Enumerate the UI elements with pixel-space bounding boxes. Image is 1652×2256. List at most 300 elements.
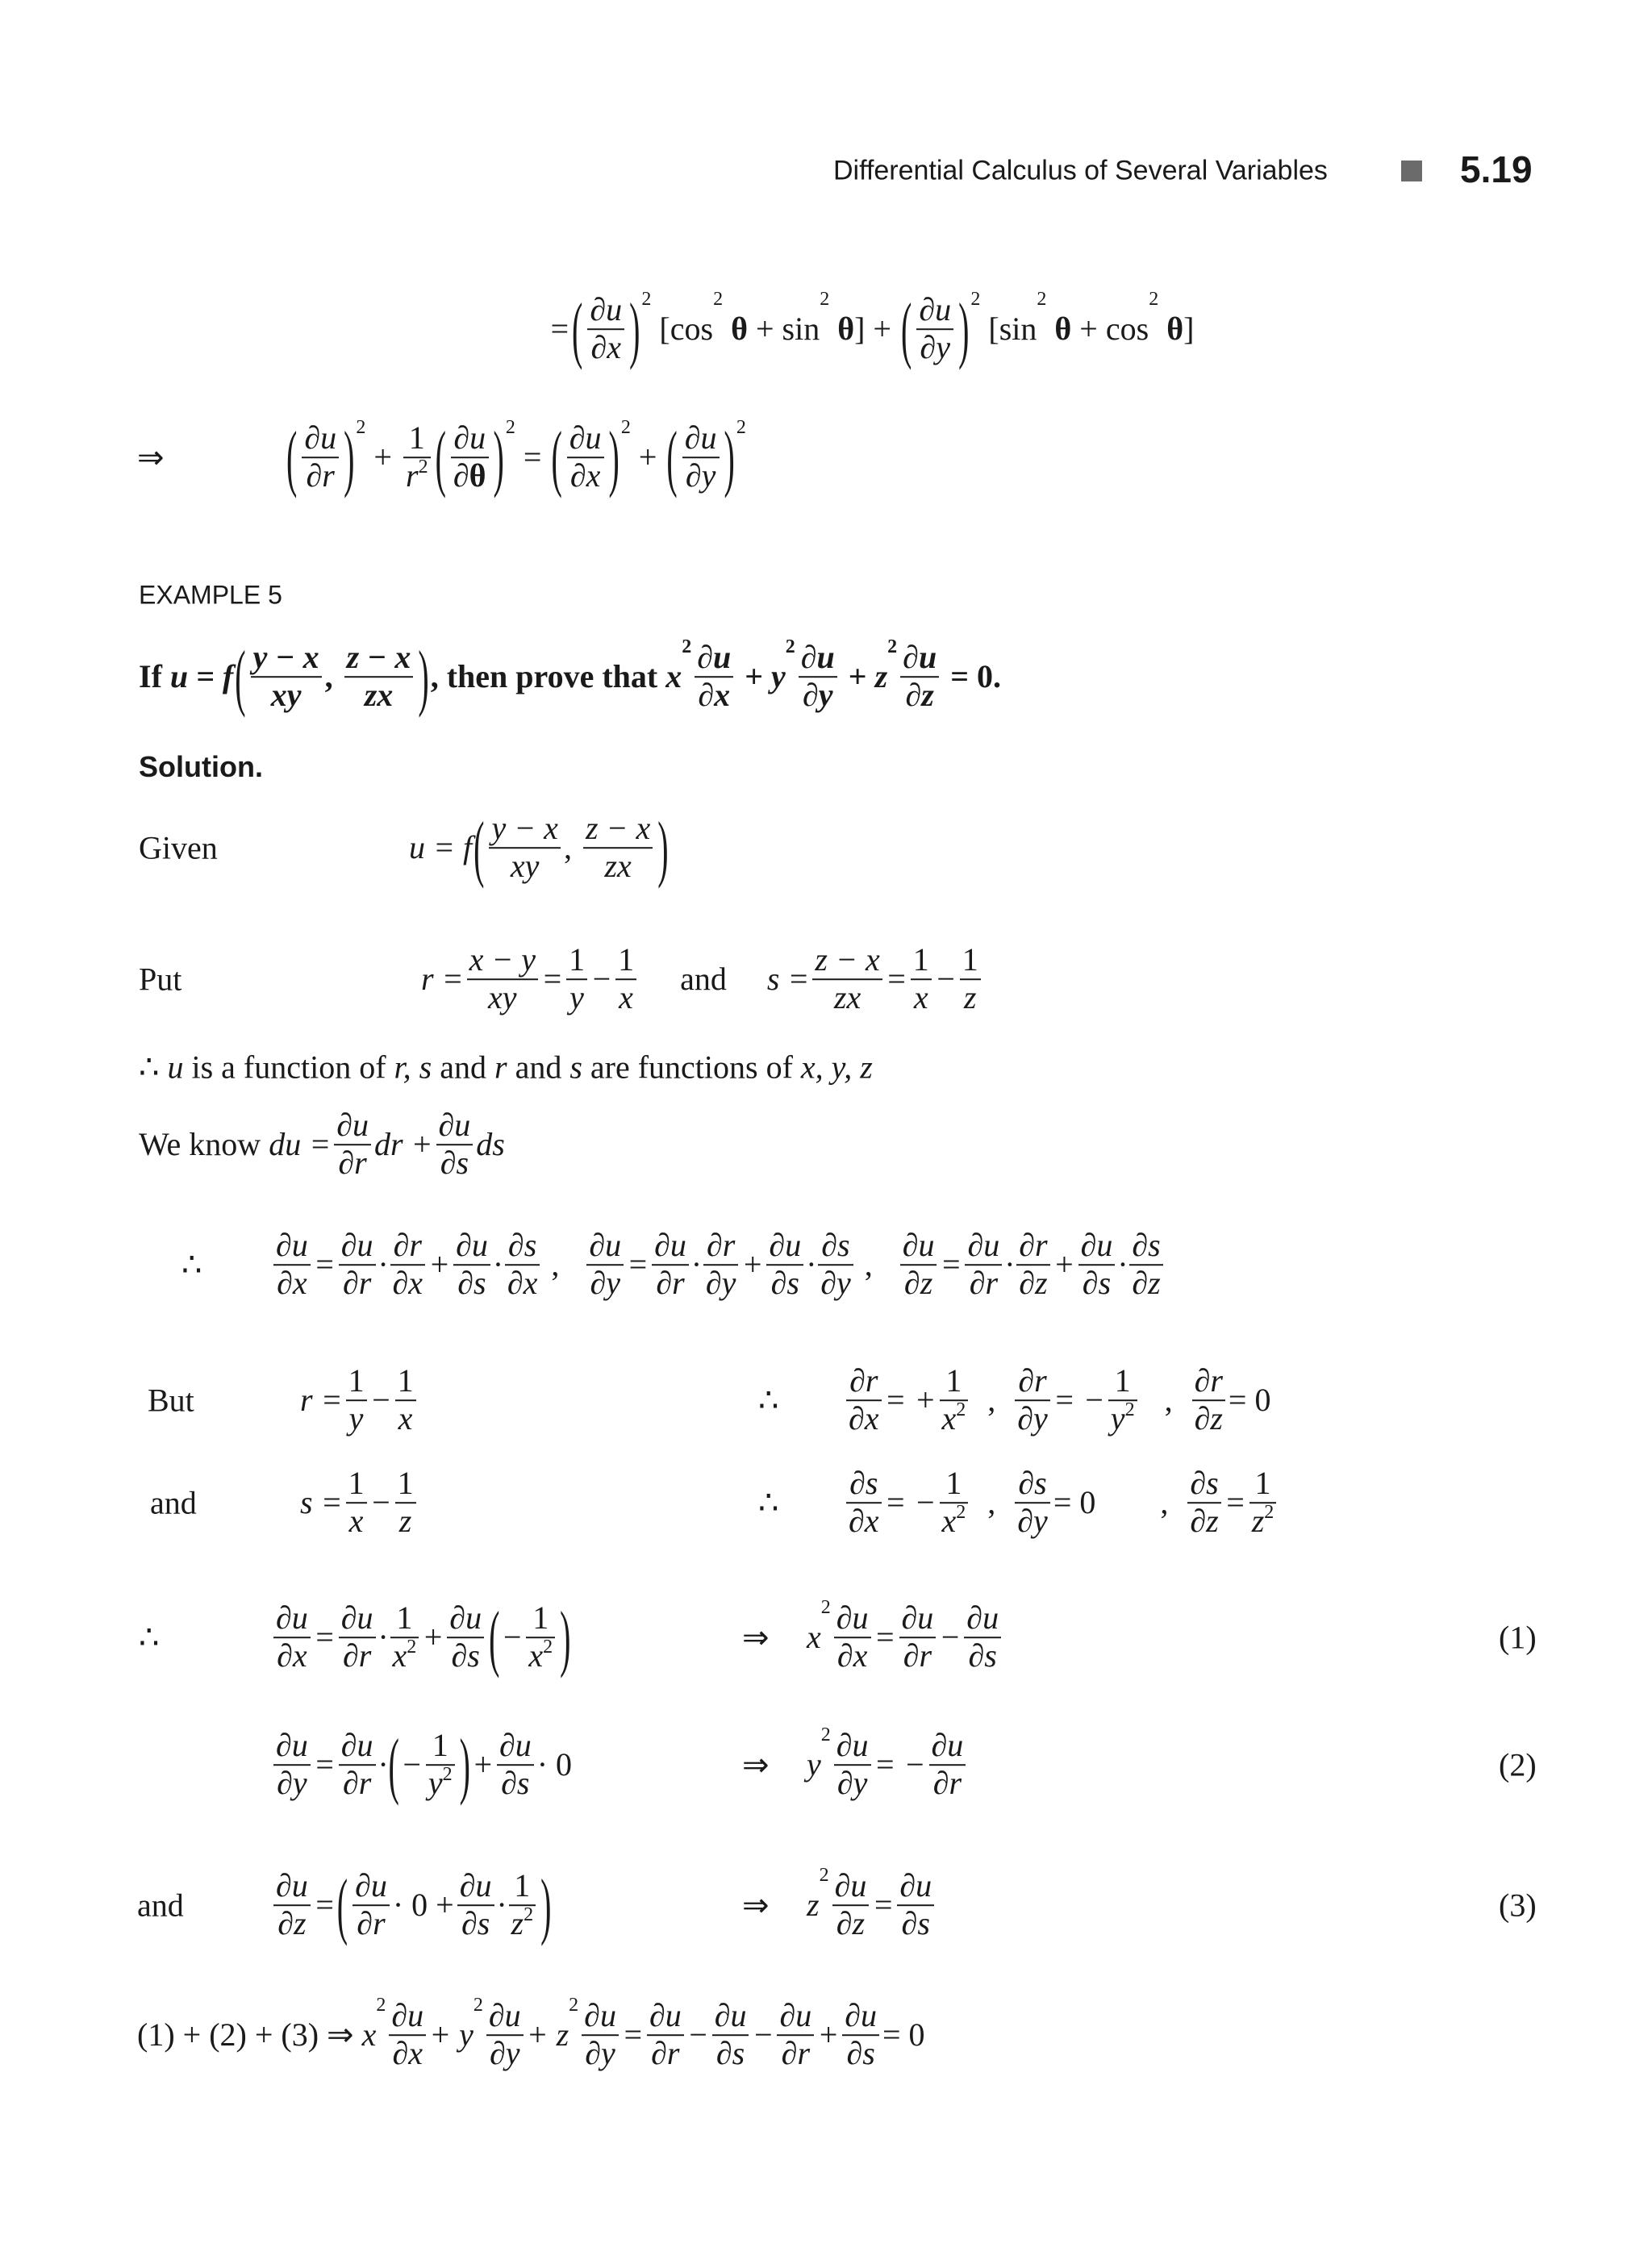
math-term: ∂u — [697, 639, 732, 676]
fraction — [273, 1228, 311, 1302]
math-term: xy — [270, 677, 302, 713]
parenthesized-group — [549, 415, 620, 499]
fraction — [652, 1228, 689, 1302]
math-text: = 0 — [882, 2016, 925, 2054]
math-term: z − x — [346, 639, 411, 676]
math-term: ∂u — [584, 1997, 616, 2034]
math-term: ∂r — [781, 2035, 811, 2071]
math-term: ∂u — [901, 1599, 934, 1637]
denominator — [273, 1904, 311, 1942]
fraction — [900, 640, 939, 714]
math-term: xy — [510, 848, 540, 884]
math-text: and — [640, 961, 767, 998]
math-term: ∂y — [277, 1765, 307, 1801]
numerator — [615, 942, 636, 978]
fraction — [273, 1600, 311, 1674]
numerator — [1015, 1363, 1050, 1399]
denominator — [395, 1502, 416, 1540]
math-term: x — [913, 979, 928, 1015]
math-term: x — [807, 1619, 821, 1656]
math-term: ∂x — [569, 457, 601, 494]
left-parenthesis: ( — [235, 635, 246, 719]
math-term: = — [313, 1619, 336, 1656]
math-term: ∂u — [438, 1107, 471, 1144]
math-expression — [300, 1363, 419, 1437]
math-text: , — [324, 658, 341, 695]
denominator — [964, 1637, 1001, 1674]
math-expression — [137, 1995, 925, 2072]
math-text: ] — [1183, 311, 1195, 348]
math-term: ∂x — [849, 1400, 879, 1437]
math-term: ∂x — [590, 329, 621, 365]
fraction — [818, 1228, 853, 1302]
superscript: 2 — [956, 1399, 966, 1420]
fraction — [834, 1600, 871, 1674]
math-term: ∂x — [277, 1265, 307, 1301]
math-expression — [285, 415, 746, 499]
math-term: z — [874, 658, 888, 695]
equation-expansion — [549, 287, 1195, 371]
math-term: ∂r — [342, 1265, 372, 1301]
math-term: ∂r — [338, 1145, 367, 1181]
math-term: ∂z — [903, 1265, 933, 1301]
math-term: − — [939, 1619, 962, 1656]
math-term: ∂y — [920, 329, 950, 365]
math-term: ∂r — [969, 1265, 999, 1301]
fraction — [390, 1600, 419, 1674]
math-term: ∂u — [931, 1727, 964, 1764]
numerator — [1187, 1466, 1220, 1502]
fraction — [582, 1998, 619, 2072]
denominator — [1187, 1502, 1220, 1540]
math-text: · 0 — [536, 1746, 573, 1783]
math-term: ∂u — [336, 1107, 369, 1144]
numerator — [567, 420, 604, 457]
denominator — [583, 847, 653, 885]
superscript: 2 — [682, 636, 692, 658]
math-term: ∂r — [342, 1637, 372, 1674]
math-term: ∂u — [391, 1997, 424, 2034]
function-statement — [139, 1049, 873, 1086]
math-term: ∂u — [967, 1227, 1000, 1264]
superscript: 2 — [505, 417, 515, 439]
fraction — [929, 1728, 966, 1802]
math-term: ∂y — [820, 1265, 851, 1301]
numerator — [346, 1466, 367, 1502]
fraction — [899, 1600, 937, 1674]
math-text: [sin — [980, 311, 1037, 348]
math-term: s = — [300, 1484, 343, 1521]
numerator — [777, 1998, 814, 2034]
math-text: 1 — [348, 1465, 365, 1502]
page-number: 5.19 — [1460, 148, 1533, 190]
left-parenthesis: ( — [336, 1863, 348, 1947]
math-text: is a function of — [183, 1049, 394, 1086]
numerator — [940, 1466, 969, 1502]
fraction — [509, 1868, 536, 1942]
fraction — [447, 1600, 484, 1674]
denominator — [390, 1637, 419, 1674]
denominator — [353, 1904, 390, 1942]
math-text: 1 — [945, 1362, 962, 1399]
numerator — [812, 942, 882, 978]
math-term: xy — [488, 979, 517, 1015]
numerator — [682, 420, 720, 457]
math-expression — [549, 287, 1195, 371]
numerator — [302, 420, 339, 457]
superscript: 2 — [569, 1995, 579, 2016]
parenthesized-group — [487, 1595, 572, 1679]
denominator — [900, 1264, 937, 1302]
fraction — [1129, 1228, 1162, 1302]
parenthesized-group — [665, 415, 736, 499]
fraction — [960, 942, 981, 1016]
superscript: 2 — [1264, 1502, 1274, 1523]
numerator — [489, 811, 561, 847]
math-text: 1 — [532, 1599, 549, 1637]
parenthesized-group — [570, 287, 641, 371]
math-term: − — [400, 1746, 423, 1783]
fraction — [583, 811, 653, 885]
math-term: ∂u — [769, 1227, 802, 1264]
math-term: + — [428, 1246, 451, 1283]
s-partials — [843, 1466, 1279, 1540]
math-term: ∂r — [849, 1362, 878, 1399]
math-term: z — [963, 979, 977, 1015]
numerator — [652, 1228, 689, 1264]
eq1-rhs — [807, 1597, 1004, 1674]
denominator — [777, 2034, 814, 2072]
therefore-symbol: ∴ — [758, 1382, 779, 1419]
math-expression — [843, 1363, 1270, 1437]
right-parenthesis: ) — [418, 635, 429, 719]
left-parenthesis: ( — [900, 287, 912, 371]
superscript: 2 — [1149, 289, 1159, 311]
math-term: ∂r — [656, 1265, 685, 1301]
math-term: z — [807, 1887, 820, 1924]
fraction — [1015, 1363, 1050, 1437]
math-term: ∂r — [651, 2035, 680, 2071]
numerator — [339, 1228, 376, 1264]
math-term: · — [378, 1619, 387, 1656]
math-term: · — [378, 1746, 387, 1783]
fraction — [403, 420, 431, 494]
math-text: and — [507, 1049, 570, 1086]
fraction — [339, 1600, 376, 1674]
math-term: u = f — [409, 829, 473, 866]
denominator — [395, 1399, 416, 1437]
math-term: ∂s — [821, 1227, 850, 1264]
left-parenthesis: ( — [435, 415, 446, 499]
math-term: y − x — [252, 639, 319, 676]
math-text: 1 — [432, 1727, 448, 1764]
fraction — [712, 1998, 749, 2072]
denominator — [712, 2034, 749, 2072]
parenthesized-group — [285, 415, 356, 499]
math-term: ∂z — [1132, 1265, 1161, 1301]
superscript: 2 — [820, 1724, 831, 1746]
math-term: · — [497, 1887, 506, 1924]
numerator — [497, 1728, 534, 1764]
fraction — [497, 1728, 534, 1802]
fraction — [334, 1107, 371, 1182]
right-parenthesis: ) — [560, 1595, 571, 1679]
math-text: , — [563, 829, 580, 866]
superscript: 2 — [820, 1597, 831, 1619]
math-term: = — [621, 2016, 644, 2054]
numerator — [339, 1600, 376, 1637]
parenthesized-group — [899, 287, 970, 371]
math-term: = — [313, 1746, 336, 1783]
math-term: ∂s — [849, 1465, 878, 1502]
denominator — [846, 1502, 882, 1540]
denominator — [703, 1264, 739, 1302]
math-term: + — [817, 2016, 840, 2054]
denominator — [940, 1399, 969, 1437]
math-term: ∂u — [276, 1227, 308, 1264]
math-term: y — [569, 979, 584, 1015]
left-parenthesis: ( — [572, 287, 583, 371]
denominator — [766, 1264, 803, 1302]
fraction — [1192, 1363, 1225, 1437]
math-term: du = — [269, 1126, 332, 1163]
eq2-rhs — [807, 1724, 969, 1802]
numerator — [334, 1107, 371, 1144]
math-term: r = — [421, 961, 464, 998]
denominator — [273, 1264, 311, 1302]
left-parenthesis: ( — [666, 415, 678, 499]
implies-arrow: ⇒ — [742, 1746, 770, 1783]
denominator — [846, 1399, 882, 1437]
math-term: ∂u — [459, 1867, 492, 1904]
chapter-title: Differential Calculus of Several Variables — [833, 155, 1328, 186]
math-text: + sin — [747, 311, 820, 348]
superscript: 2 — [473, 1995, 483, 2016]
math-term: = — [940, 1246, 962, 1283]
example-statement — [139, 635, 1001, 719]
numerator — [1249, 1466, 1277, 1502]
math-term: ∂u — [449, 1599, 482, 1637]
numerator — [346, 1363, 367, 1399]
fraction — [586, 1228, 624, 1302]
math-text: (1) + (2) + (3) ⇒ — [137, 2016, 362, 2054]
numerator — [390, 1228, 426, 1264]
denominator — [436, 1144, 473, 1182]
math-text: 1 — [569, 941, 586, 978]
fraction — [703, 1228, 739, 1302]
right-parenthesis: ) — [540, 1863, 552, 1947]
fraction — [505, 1228, 540, 1302]
numerator — [911, 942, 932, 978]
math-term: u = f — [169, 658, 234, 695]
math-expression — [843, 1466, 1279, 1540]
math-term: − — [369, 1484, 392, 1521]
fraction — [339, 1728, 376, 1802]
right-parenthesis: ) — [724, 415, 735, 499]
math-text: + — [365, 439, 400, 476]
parenthesized-group — [387, 1723, 472, 1807]
math-expression — [409, 806, 670, 890]
denominator — [587, 328, 624, 366]
numerator — [583, 811, 653, 847]
numerator — [509, 1868, 536, 1904]
math-text: are functions of — [582, 1049, 801, 1086]
fraction — [451, 420, 489, 494]
numerator — [1129, 1228, 1162, 1264]
eq2-lhs — [270, 1723, 573, 1807]
superscript: 2 — [641, 289, 652, 311]
fraction — [846, 1363, 882, 1437]
fraction — [964, 1600, 1001, 1674]
denominator — [929, 1764, 966, 1802]
superscript: 2 — [736, 417, 746, 439]
math-text: = 0 , — [1053, 1484, 1185, 1521]
math-bold-symbol: θ — [1158, 311, 1184, 348]
math-term: r — [494, 1049, 507, 1086]
numerator — [1192, 1363, 1225, 1399]
math-text: · 0 + — [392, 1887, 454, 1924]
math-text: We know — [139, 1126, 269, 1163]
fraction — [251, 640, 322, 714]
math-term: ∂s — [1082, 1265, 1112, 1301]
equation-number: (2) — [1499, 1746, 1537, 1783]
right-parenthesis: ) — [657, 806, 669, 890]
denominator — [390, 1264, 426, 1302]
math-term: − — [369, 1382, 392, 1419]
superscript: 2 — [970, 289, 981, 311]
numerator — [505, 1228, 540, 1264]
solution-label: Solution. — [139, 750, 263, 783]
math-text: 1 — [618, 941, 635, 978]
right-parenthesis: ) — [459, 1723, 470, 1807]
math-term: ∂y — [685, 457, 716, 494]
superscript: 2 — [713, 289, 724, 311]
numerator — [353, 1868, 390, 1904]
denominator — [302, 457, 339, 494]
numerator — [965, 1228, 1002, 1264]
math-term: y − x — [491, 810, 558, 847]
fraction — [897, 1868, 934, 1942]
math-term: ∂s — [507, 1227, 537, 1264]
fraction — [453, 1228, 490, 1302]
denominator — [457, 1904, 494, 1942]
math-term: ∂r — [932, 1765, 962, 1801]
math-expression — [421, 942, 984, 1016]
math-term: z − x — [815, 941, 880, 978]
math-term: ∂u — [902, 1227, 935, 1264]
math-text: 1 — [396, 1599, 413, 1637]
denominator — [486, 2034, 524, 2072]
final-result-equation — [137, 1995, 925, 2072]
math-term: ∂r — [393, 1227, 422, 1264]
numerator — [1078, 1228, 1116, 1264]
numerator — [273, 1600, 311, 1637]
superscript: 2 — [956, 1502, 966, 1523]
fraction — [812, 942, 882, 1016]
fraction — [1187, 1466, 1220, 1540]
fraction — [940, 1466, 969, 1540]
math-term: y — [348, 1400, 364, 1437]
math-term: r — [405, 457, 419, 494]
denominator — [1015, 1502, 1050, 1540]
math-text: , — [971, 1382, 1012, 1419]
numerator — [799, 640, 837, 676]
numerator — [940, 1363, 969, 1399]
math-term: ∂u — [276, 1599, 308, 1637]
numerator — [390, 1600, 419, 1637]
math-term: ∂u — [590, 291, 623, 328]
denominator — [832, 1904, 870, 1942]
math-text: + — [736, 658, 772, 695]
left-parenthesis: ( — [286, 415, 298, 499]
math-term: ∂x — [507, 1265, 538, 1301]
math-term: r = — [300, 1382, 343, 1419]
fraction — [353, 1868, 390, 1942]
right-parenthesis: ) — [344, 415, 355, 499]
math-text: 1 — [408, 419, 425, 457]
math-term: ∂u — [340, 1599, 373, 1637]
numerator — [1015, 1466, 1050, 1502]
math-term: ∂s — [1018, 1465, 1047, 1502]
numerator — [586, 1228, 624, 1264]
fraction — [647, 1998, 684, 2072]
math-expression — [300, 1466, 419, 1540]
denominator — [960, 978, 981, 1016]
math-term: ∂u — [569, 419, 602, 457]
math-term: ∂r — [903, 1637, 932, 1674]
denominator — [652, 1264, 689, 1302]
math-term: ∂u — [340, 1727, 373, 1764]
left-parenthesis: ( — [489, 1595, 500, 1679]
denominator — [582, 2034, 619, 2072]
math-text: [cos — [651, 311, 714, 348]
fraction — [695, 640, 733, 714]
math-text: = 0. — [942, 658, 1001, 695]
math-term: ∂ — [453, 457, 469, 494]
math-term: · — [691, 1246, 700, 1283]
math-bold-symbol: θ — [1046, 311, 1072, 348]
numerator — [526, 1600, 555, 1637]
parenthesized-group — [472, 806, 670, 890]
math-term: ∂z — [905, 677, 934, 713]
math-term: u — [167, 1049, 184, 1086]
parenthesized-group — [434, 415, 506, 499]
implies-arrow: ⇒ — [742, 1887, 770, 1924]
math-term: ∂r — [306, 457, 335, 494]
numerator — [900, 1228, 937, 1264]
denominator — [1016, 1264, 1049, 1302]
math-term: ∂u — [649, 1997, 682, 2034]
math-text: 1 — [348, 1362, 365, 1399]
math-term: ∂u — [499, 1727, 532, 1764]
math-term: = — [313, 1246, 336, 1283]
fraction — [273, 1728, 311, 1802]
r-partials — [843, 1363, 1270, 1437]
denominator — [1078, 1264, 1116, 1302]
math-term: ∂x — [392, 1265, 423, 1301]
math-term: = — [874, 1619, 896, 1656]
math-term: ∂u — [966, 1599, 999, 1637]
fraction — [842, 1998, 879, 2072]
denominator — [916, 328, 953, 366]
math-term: ∂s — [901, 1905, 930, 1941]
math-text: = — [515, 439, 550, 476]
math-term: x — [392, 1637, 407, 1674]
math-term: s = — [766, 961, 810, 998]
numerator — [647, 1998, 684, 2034]
math-term: ∂r — [342, 1765, 372, 1801]
math-term: ∂u — [589, 1227, 622, 1264]
